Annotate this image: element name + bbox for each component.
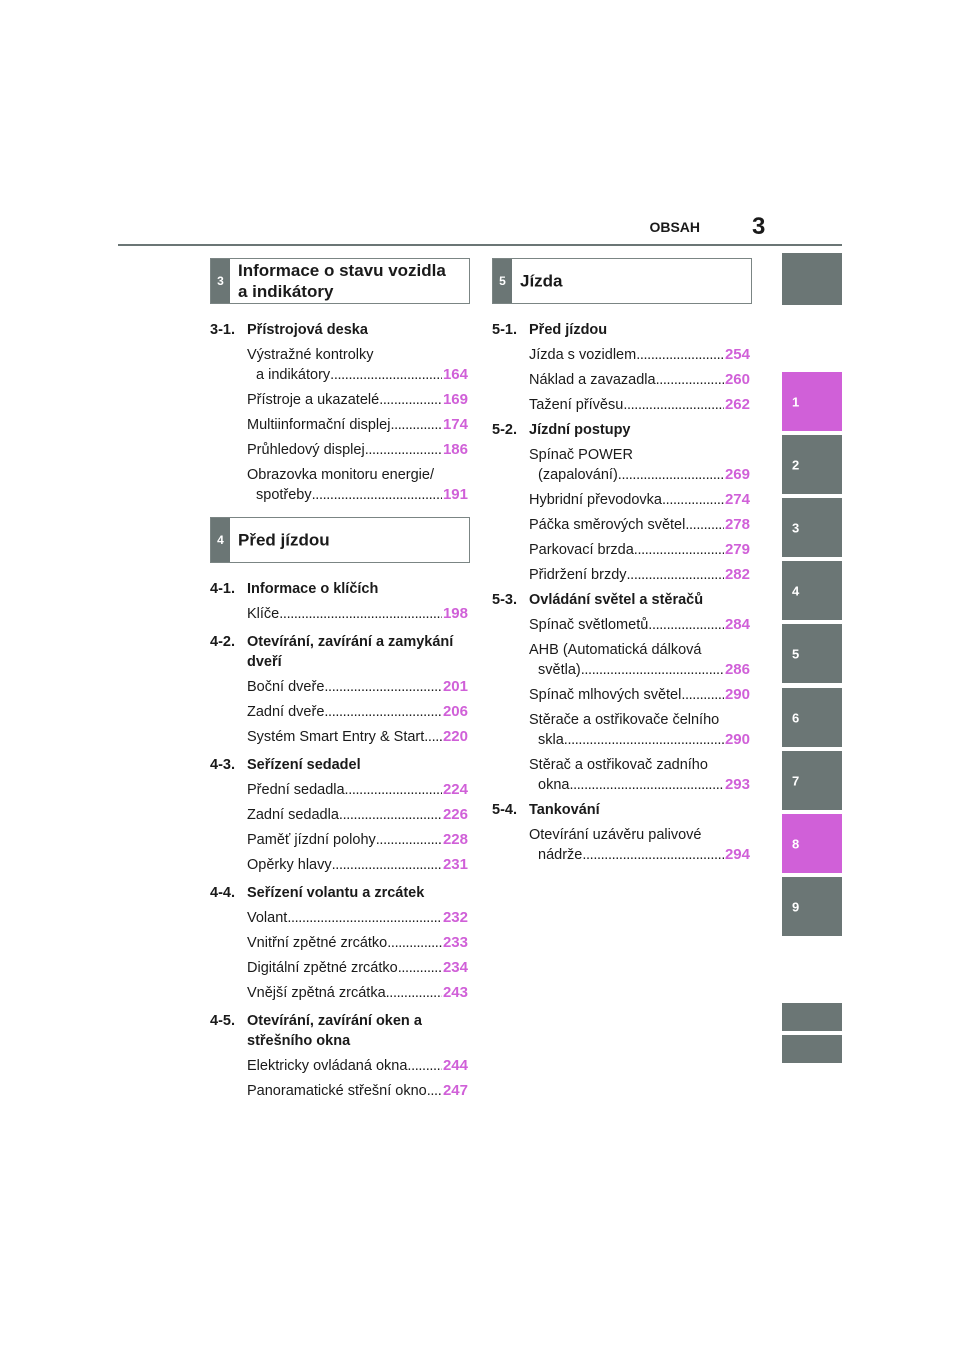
side-tab-4[interactable]: 4	[782, 561, 842, 620]
page-link[interactable]: 244	[442, 1057, 468, 1074]
subsection-heading: 5-3. Ovládání světel a stěračů	[492, 592, 704, 608]
side-tab-7[interactable]: 7	[782, 751, 842, 810]
side-tab-6[interactable]: 6	[782, 688, 842, 747]
toc-entry[interactable]: Opěrky hlavy . . . 231	[247, 855, 468, 875]
page-link[interactable]: 243	[442, 984, 468, 1001]
page-link[interactable]: 274	[724, 491, 750, 508]
toc-entry[interactable]: Hybridní převodovka . . . 274	[529, 490, 750, 510]
page-link[interactable]: 186	[442, 441, 468, 458]
subsection-heading: 4-5. Otevírání, zavírání oken a střešního okna	[210, 1013, 422, 1049]
toc-entry[interactable]: Páčka směrových světel . . . 278	[529, 515, 750, 535]
page-link[interactable]: 224	[442, 781, 468, 798]
page-link[interactable]: 232	[442, 909, 468, 926]
page-link[interactable]: 290	[724, 731, 750, 748]
toc-entry[interactable]: Přístroje a ukazatelé . . . 169	[247, 390, 468, 410]
page-link[interactable]: 254	[724, 346, 750, 363]
page-link[interactable]: 169	[442, 391, 468, 408]
page-link[interactable]: 220	[442, 728, 468, 745]
page-link[interactable]: 233	[442, 934, 468, 951]
header-label: OBSAH	[649, 219, 700, 235]
page-link[interactable]: 278	[724, 516, 750, 533]
section-title: Informace o stavu vozidla a indikátory	[238, 261, 446, 301]
toc-entry[interactable]: Zadní dveře . . . 206	[247, 702, 468, 722]
toc-column-section-4	[210, 579, 468, 1106]
page-link[interactable]: 191	[442, 486, 468, 503]
page-link[interactable]: 279	[724, 541, 750, 558]
toc-entry[interactable]: Vnitřní zpětné zrcátko . . . 233	[247, 933, 468, 953]
page-link[interactable]: 290	[724, 686, 750, 703]
page-link[interactable]: 282	[724, 566, 750, 583]
page-link[interactable]: 198	[442, 605, 468, 622]
section-4-header	[210, 517, 470, 563]
toc-entry[interactable]: Náklad a zavazadla . . . 260	[529, 370, 750, 390]
side-tab-5[interactable]: 5	[782, 624, 842, 683]
toc-entry[interactable]: AHB (Automatická dálková světla) . . . 286	[529, 640, 750, 680]
section-number: 5	[493, 259, 512, 303]
subsection-heading: 5-2. Jízdní postupy	[492, 422, 631, 438]
page-link[interactable]: 286	[724, 661, 750, 678]
page-link[interactable]: 174	[442, 416, 468, 433]
page-link[interactable]: 201	[442, 678, 468, 695]
page-link[interactable]: 293	[724, 776, 750, 793]
subsection-heading: 5-4. Tankování	[492, 802, 600, 818]
page-link[interactable]: 260	[724, 371, 750, 388]
subsection-heading: 4-4. Seřízení volantu a zrcátek	[210, 885, 425, 901]
toc-entry[interactable]: Systém Smart Entry & Start . . . 220	[247, 727, 468, 747]
page-link[interactable]: 262	[724, 396, 750, 413]
page-link[interactable]: 164	[442, 366, 468, 383]
toc-entry[interactable]: Přední sedadla . . . 224	[247, 780, 468, 800]
side-tab-3[interactable]: 3	[782, 498, 842, 557]
toc-entry[interactable]: Tažení přívěsu . . . 262	[529, 395, 750, 415]
subsection-heading: 4-2. Otevírání, zavírání a zamykání dveří	[210, 634, 454, 670]
toc-entry[interactable]: Spínač mlhových světel . . . 290	[529, 685, 750, 705]
subsection-heading: 3-1. Přístrojová deska	[210, 322, 368, 338]
toc-entry[interactable]: Průhledový displej . . . 186	[247, 440, 468, 460]
toc-entry[interactable]: Stěrač a ostřikovač zadního okna . . . 293	[529, 755, 750, 795]
toc-entry[interactable]: Spínač světlometů . . . 284	[529, 615, 750, 635]
side-tab-bottom-blank-1[interactable]	[782, 1003, 842, 1031]
toc-entry[interactable]: Digitální zpětné zrcátko . . . 234	[247, 958, 468, 978]
section-3-header	[210, 258, 470, 304]
toc-entry[interactable]: Spínač POWER (zapalování) . . . 269	[529, 445, 750, 485]
page-link[interactable]: 247	[442, 1082, 468, 1099]
toc-entry[interactable]: Otevírání uzávěru palivové nádrže . . . 294	[529, 825, 750, 865]
section-title: Jízda	[520, 271, 563, 291]
page-link[interactable]: 206	[442, 703, 468, 720]
subsection-heading: 4-3. Seřízení sedadel	[210, 757, 361, 773]
page-link[interactable]: 231	[442, 856, 468, 873]
page-number: 3	[752, 213, 766, 240]
section-number: 3	[211, 259, 230, 303]
subsection-heading: 5-1. Před jízdou	[492, 322, 608, 338]
toc-column-section-3	[210, 320, 468, 510]
toc-entry[interactable]: Panoramatické střešní okno . . . 247	[247, 1081, 468, 1101]
toc-entry[interactable]: Elektricky ovládaná okna . . . 244	[247, 1056, 468, 1076]
page-link[interactable]: 228	[442, 831, 468, 848]
toc-entry[interactable]: Klíče . . . 198	[247, 604, 468, 624]
page-link[interactable]: 284	[724, 616, 750, 633]
toc-entry[interactable]: Paměť jízdní polohy . . . 228	[247, 830, 468, 850]
section-title: Před jízdou	[238, 530, 330, 550]
subsection-heading: 4-1. Informace o klíčích	[210, 581, 379, 597]
toc-entry[interactable]: Obrazovka monitoru energie/ spotřeby . . . 191	[247, 465, 468, 505]
toc-column-section-5	[492, 320, 750, 870]
toc-entry[interactable]: Parkovací brzda . . . 279	[529, 540, 750, 560]
side-tab-9[interactable]: 9	[782, 877, 842, 936]
section-5-header	[492, 258, 752, 304]
page-link[interactable]: 234	[442, 959, 468, 976]
page-link[interactable]: 269	[724, 466, 750, 483]
toc-entry[interactable]: Volant . . . 232	[247, 908, 468, 928]
toc-entry[interactable]: Stěrače a ostřikovače čelního skla . . . 290	[529, 710, 750, 750]
side-tab-1[interactable]: 1	[782, 372, 842, 431]
side-tab-bottom-blank-2[interactable]	[782, 1035, 842, 1063]
toc-entry[interactable]: Boční dveře . . . 201	[247, 677, 468, 697]
toc-entry[interactable]: Jízda s vozidlem . . . 254	[529, 345, 750, 365]
side-tab-8[interactable]: 8	[782, 814, 842, 873]
side-tab-top-blank[interactable]	[782, 253, 842, 305]
page-link[interactable]: 226	[442, 806, 468, 823]
page-link[interactable]: 294	[724, 846, 750, 863]
toc-entry[interactable]: Vnější zpětná zrcátka . . . 243	[247, 983, 468, 1003]
toc-entry[interactable]: Výstražné kontrolky a indikátory . . . 164	[247, 345, 468, 385]
header-rule	[118, 244, 842, 246]
section-number: 4	[211, 518, 230, 562]
side-tab-2[interactable]: 2	[782, 435, 842, 494]
toc-entry[interactable]: Zadní sedadla . . . 226	[247, 805, 468, 825]
toc-entry[interactable]: Multiinformační displej . . . 174	[247, 415, 468, 435]
toc-entry[interactable]: Přidržení brzdy . . . 282	[529, 565, 750, 585]
